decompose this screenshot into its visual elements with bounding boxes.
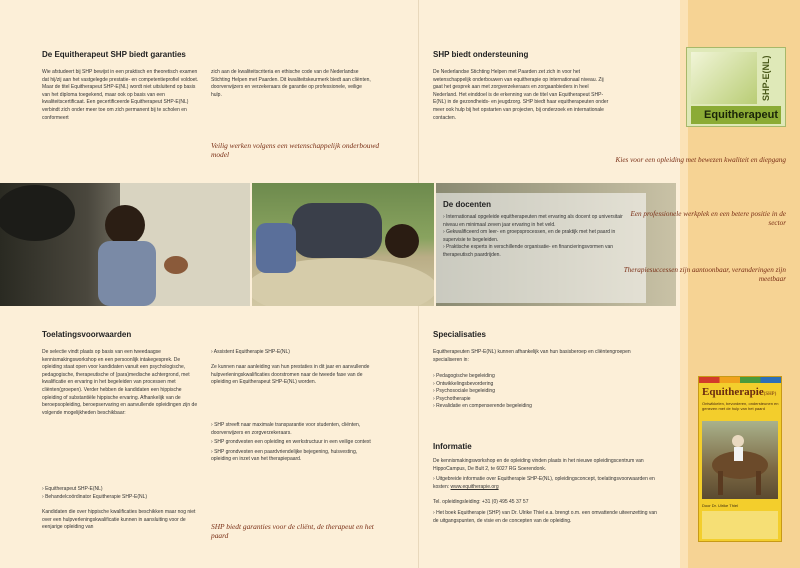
garanties-heading: De Equitherapeut SHP biedt garanties [42,50,186,59]
toelating-col2-item: › SHP grondvesten een paardvriendelijke bejegening, huisvesting, opleiding en inzet van het therapiepaard. [211,449,371,464]
toelating-option: › Behandelcoördinator Equitherapie SHP-E(NL) [42,494,199,502]
photo-boy-with-horse-art [0,183,250,306]
garanties-col1: Wie afstudeert bij SHP bewijst in een praktisch en theoretisch examen dat hij/zij aan het vastgelegde prestatie- en competentieprofiel voldoet. Maar de titel Equitherapeut SHP-E(NL) wordt niet uitsluitend op basis van het diploma toegekend, maar ook op basis van een kwaliteitscertificaat. Een gecertificeerde Equitherapeut SHP-E(NL) verbindt zich onder meer toe om zich permanent bij te scholen en conformeert [42,69,199,121]
toelating-options [42,486,199,501]
book-cover-equitherapeut [686,47,786,127]
specialisatie-item: › Psychotherapie [433,396,651,404]
specialisatie-item: › Pedagogische begeleiding [433,373,651,381]
horse-photo-art [702,421,778,499]
informatie-item: › Het boek Equitherapie (SHP) van Dr. Ulrike Thiel e.a. brengt o.m. een omvattende uiteenzetting van de uitgangspunten, de visie en de concepten van de opleiding. [433,510,663,525]
toelating-col2-option-list [211,349,371,357]
side-quote-1: Kies voor een opleiding met bewezen kwaliteit en diepgang [615,156,786,164]
book-cover-equitherapie [698,376,782,542]
horse-illustration-icon [691,52,757,104]
informatie-item [433,476,663,491]
specialisaties-intro: Equitherapeuten SHP-E(NL) kunnen afhankelijk van hun basisberoep en cliëntengroepen specialiseren in: [433,349,631,363]
toelating-option: › Equitherapeut SHP-E(NL) [42,486,199,494]
informatie-heading: Informatie [433,442,472,451]
garanties-col2: zich aan de kwaliteitscriteria en ethische code van de Nederlandse Stichting Helpen met Paarden. Dit kwaliteitskeurmerk biedt aan cliënten, doorverwijzers en verzekeraars de garantie op professionele, veilige hulp. [211,69,371,98]
book2-subtitle: Ontwikkelen, bevorderen, ondersteunen en genezen met de hulp van het paard [702,401,779,411]
photo-boy-lying-on-horse [252,183,434,306]
book1-brand: Equitherapeut [691,106,781,124]
toelating-col1: De selectie vindt plaats op basis van een tweedaagse kennismakingsworkshop en een persoonlijk intakegesprek. De opleiding staat open voor kandidaten vanuit een psychologische, pedagogische, therapeutische of (para)medische achtergrond, met kwalificatie en ervaring in het begeleiden van processen met cliënten(groepen). Verder hebben de kandidaten een hippische opleiding of substantiële hippische ervaring. Afhankelijk van de beroepsopleiding, beroepservaring en aanvullende opleidingen zijn de volgende mogelijkheden beschikbaar: [42,349,198,416]
side-quote-3: Therapiesuccessen zijn aantoonbaar, veranderingen zijn meetbaar [623,266,786,283]
color-bar [699,377,781,383]
photo-boy-lying-art [252,183,434,306]
toelating-col2-body: Ze kunnen naar aanleiding van hun prestaties in dit jaar en aanvullende hulpverleningskwalificaties doorstromen naar de tweede fase van de opleiding en Equitherapeut SHP-E(NL) worden. [211,364,370,386]
toelating-col2-item: › SHP streeft naar maximale transparantie voor studenten, cliënten, doorverwijzers en zorgverzekeraars. [211,422,371,437]
docenten-item: › Internationaal opgeleide equitherapeuten met ervaring als docent op universitair niveau en minimaal zeven jaar ervaring in het veld. [443,214,633,229]
book1-spine: SHP-E(NL) [761,55,771,101]
docenten-item: › Gekwalificeerd om leer- en groepsprocessen, en de praktijk met het paard in supervisie te begeleiden. [443,229,633,244]
toelating-col1-end: Kandidaten die over hippische kwalificaties beschikken maar nog niet over een hulpverleningskwalificatie kunnen in aansluiting voor de eenjarige opleiding van [42,509,196,531]
book2-title-small: (SHP) [763,392,777,397]
docenten-list [443,214,633,260]
book2-title [702,386,776,398]
specialisaties-list [433,373,651,411]
book2-author: Door Dr. Ulrike Thiel [702,503,738,508]
informatie-list-2 [433,510,663,525]
specialisatie-item: › Ontwikkelingsbevordering [433,381,651,389]
informatie-item1-text: Uitgebreide informatie over Equitherapie SHP-E(NL), opleidingsconcept, toelatingsvoorwaarden en kosten: [433,476,655,490]
toelating-quote: SHP biedt garanties voor de cliënt, de therapeut en het paard [211,522,374,540]
docenten-item: › Praktische experts in verschillende organisatie- en financieringsvormen van therapeutisch paardrijden. [443,244,633,259]
ondersteuning-body: De Nederlandse Stichting Helpen met Paarden zet zich in voor het wetenschappelijk onderbouwen van equitherapie op internationaal niveau. Zij gaat het gesprek aan met zorgverzekeraars en zorgaanbieders in heel Nederland. Het einddoel is de erkenning van de titel van Equitherapeut SHP-E(NL) in de gezondheids- en jeugdzorg. SHP biedt haar equitherapeuten onder meer ook hulp bij het opstarten van projecten, bij onderzoek en internationale contacten. [433,69,609,121]
horse-photo-icon [702,421,778,499]
specialisatie-item: › Revalidatie en compenserende begeleiding [433,403,651,411]
toelating-heading: Toelatingsvoorwaarden [42,330,132,339]
informatie-list [433,476,663,491]
specialisatie-item: › Psychosociale begeleiding [433,388,651,396]
toelating-col2-items [211,422,371,464]
docenten-heading: De docenten [443,200,492,209]
toelating-col2-item: › SHP grondvesten een opleiding en werkstructuur in een veilige context [211,439,371,447]
book2-title-main: Equitherapie [702,386,764,398]
side-quote-2: Een professionele werkplek en een betere positie in de sector [630,210,786,227]
garanties-quote: Veilig werken volgens een wetenschappelijk onderbouwd model [211,141,380,159]
book2-footer-panel [702,511,778,539]
website-link[interactable]: www.equitherapie.org [450,483,499,490]
toelating-col2-option: › Assistent Equitherapie SHP-E(NL) [211,349,371,357]
informatie-tel: Tel. opleidingsleiding: +31 (0) 495 45 37 57 [433,499,529,505]
ondersteuning-heading: SHP biedt ondersteuning [433,50,529,59]
specialisaties-heading: Specialisaties [433,330,486,339]
informatie-body: De kennismakingsworkshop en de opleiding vinden plaats in het nieuwe opleidingscentrum van HippoCampus, De Bult 2, te 6027 RG Soerendonk. [433,458,644,472]
photo-boy-with-horse [0,183,250,306]
